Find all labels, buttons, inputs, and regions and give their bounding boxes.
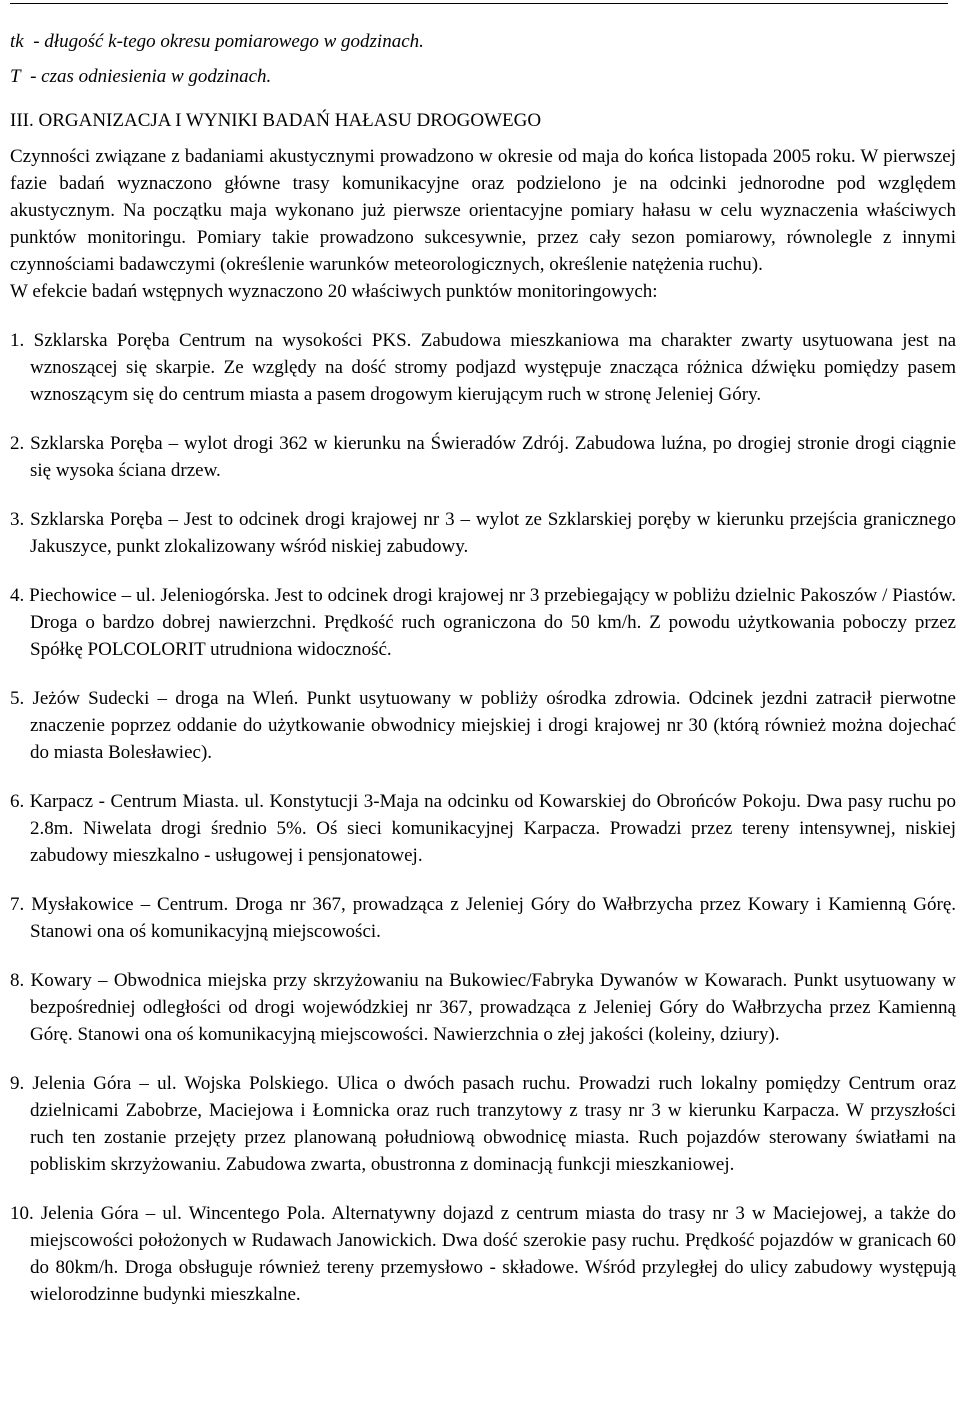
intro-summary: W efekcie badań wstępnych wyznaczono 20 właściwych punktów monitoringowych:: [10, 281, 658, 302]
intro-paragraph: Czynności związane z badaniami akustycznymi prowadzono w okresie od maja do końca listopada 2005 roku. W pierwszej fazie badań wyznaczono główne trasy komunikacyjne oraz podzielono je na odcinki jednorodne pod względem akustycznym. Na początku maja wykonano już pierwsze orientacyjne pomiary hałasu w celu wyznaczenia właściwych punktów monitoringu. Pomiary takie prowadzono sukcesywnie, przez cały sezon pomiarowy, równolegle z innymi czynnościami badawczymi (określenie warunków meteorologicznych, określenie natężenia ruchu).: [10, 146, 956, 275]
point-number: 1.: [10, 330, 25, 351]
point-number: 10.: [10, 1203, 34, 1224]
point-number: 5.: [10, 688, 25, 709]
monitoring-points-list: [10, 327, 956, 1308]
monitoring-point-8: [10, 967, 956, 1048]
point-number: 8.: [10, 970, 25, 991]
point-description: Jelenia Góra – ul. Wojska Polskiego. Ulica o dwóch pasach ruchu. Prowadzi ruch lokalny pomiędzy Centrum oraz dzielnicami Zabobrze, Maciejowa i Łomnicka oraz ruch tranzytowy z trasy nr 3 w kierunku Karpacza. W przyszłości ruch ten zostanie przejęty przez planowaną południową obwodnicę miasta. Ruch pojazdów sterowany światłami na pobliskim skrzyżowaniu. Zabudowa zwarta, obustronna z dominacją funkcji mieszkaniowej.: [30, 1073, 957, 1175]
monitoring-point-1: [10, 327, 956, 408]
point-number: 6.: [10, 791, 25, 812]
monitoring-point-2: [10, 430, 956, 484]
definition-T: [10, 63, 956, 90]
monitoring-point-10: [10, 1200, 956, 1308]
point-number: 4.: [10, 585, 25, 606]
point-description: Kowary – Obwodnica miejska przy skrzyżowaniu na Bukowiec/Fabryka Dywanów w Kowarach. Punkt usytuowany w bezpośredniej odległości od drogi wojewódzkiej nr 367, prowadząca z Jeleniej Góry do Wałbrzycha przez Kamienną Górę. Stanowi ona oś komunikacyjną miejscowości. Nawierzchnia o złej jakości (koleiny, dziury).: [30, 970, 956, 1045]
point-number: 2.: [10, 433, 25, 454]
monitoring-point-7: [10, 891, 956, 945]
monitoring-point-3: [10, 506, 956, 560]
monitoring-point-9: [10, 1070, 956, 1178]
monitoring-point-5: [10, 685, 956, 766]
point-description: Piechowice – ul. Jeleniogórska. Jest to odcinek drogi krajowej nr 3 przebiegający w pobliżu dzielnic Pakoszów / Piastów. Droga o bardzo dobrej nawierzchni. Prędkość ruch ograniczona do 50 km/h. Z powodu użytkowania poboczy przez Spółkę POLCOLORIT utrudniona widoczność.: [29, 585, 956, 660]
point-description: Szklarska Poręba Centrum na wysokości PKS. Zabudowa mieszkaniowa ma charakter zwarty usytuowana jest na wznoszącej się skarpie. Ze względy na dość stromy podjazd występuje znacząca różnica dźwięku pomiędzy pasem wznoszącym się do centrum miasta a pasem drogowym kierującym ruch w stronę Jeleniej Góry.: [30, 330, 957, 405]
point-description: Mysłakowice – Centrum. Droga nr 367, prowadząca z Jeleniej Góry do Wałbrzycha przez Kowary i Kamienną Górę. Stanowi ona oś komunikacyjną miejscowości.: [30, 894, 957, 942]
definition-text: - czas odniesienia w godzinach.: [30, 66, 272, 87]
definition-symbol: tk: [10, 31, 24, 52]
point-description: Jelenia Góra – ul. Wincentego Pola. Alternatywny dojazd z centrum miasta do trasy nr 3 w Maciejowej, a także do miejscowości położonych w Rudawach Janowickich. Dwa dość szerokie pasy ruchu. Prędkość pojazdów w granicach 60 do 80km/h. Droga obsługuje również tereny przemysłowo - składowe. Wśród przyległej do ulicy zabudowy występują wielorodzinne budynki mieszkalne.: [30, 1203, 956, 1305]
point-description: Karpacz - Centrum Miasta. ul. Konstytucji 3-Maja na odcinku od Kowarskiej do Obrońców Pokoju. Dwa pasy ruchu po 2.8m. Niwelata drogi średnio 5%. Oś sieci komunikacyjnej Karpacza. Prowadzi przez tereny intensywnej, niskiej zabudowy mieszkalno - usługowej i pensjonatowej.: [29, 791, 956, 866]
document-page: [10, 28, 956, 1330]
top-rule: [10, 3, 948, 4]
point-number: 7.: [10, 894, 25, 915]
point-number: 9.: [10, 1073, 25, 1094]
monitoring-point-6: [10, 788, 956, 869]
definition-symbol: T: [10, 66, 21, 87]
point-number: 3.: [10, 509, 25, 530]
point-description: Szklarska Poręba – Jest to odcinek drogi krajowej nr 3 – wylot ze Szklarskiej poręby w kierunku przejścia granicznego Jakuszyce, punkt zlokalizowany wśród niskiej zabudowy.: [30, 509, 956, 557]
definition-tk: [10, 28, 956, 55]
monitoring-point-4: [10, 582, 956, 663]
point-description: Jeżów Sudecki – droga na Wleń. Punkt usytuowany w pobliży ośrodka zdrowia. Odcinek jezdni zatracił pierwotne znaczenie poprzez oddanie do użytkowanie obwodnicy miejskiej i drogi krajowej nr 30 (którą również można dojechać do miasta Bolesławiec).: [30, 688, 956, 763]
definition-text: - długość k-tego okresu pomiarowego w godzinach.: [33, 31, 424, 52]
point-description: Szklarska Poręba – wylot drogi 362 w kierunku na Świeradów Zdrój. Zabudowa luźna, po drogiej stronie drogi ciągnie się wysoka ściana drzew.: [30, 433, 956, 481]
section-heading: III. ORGANIZACJA I WYNIKI BADAŃ HAŁASU DROGOWEGO: [10, 110, 542, 131]
